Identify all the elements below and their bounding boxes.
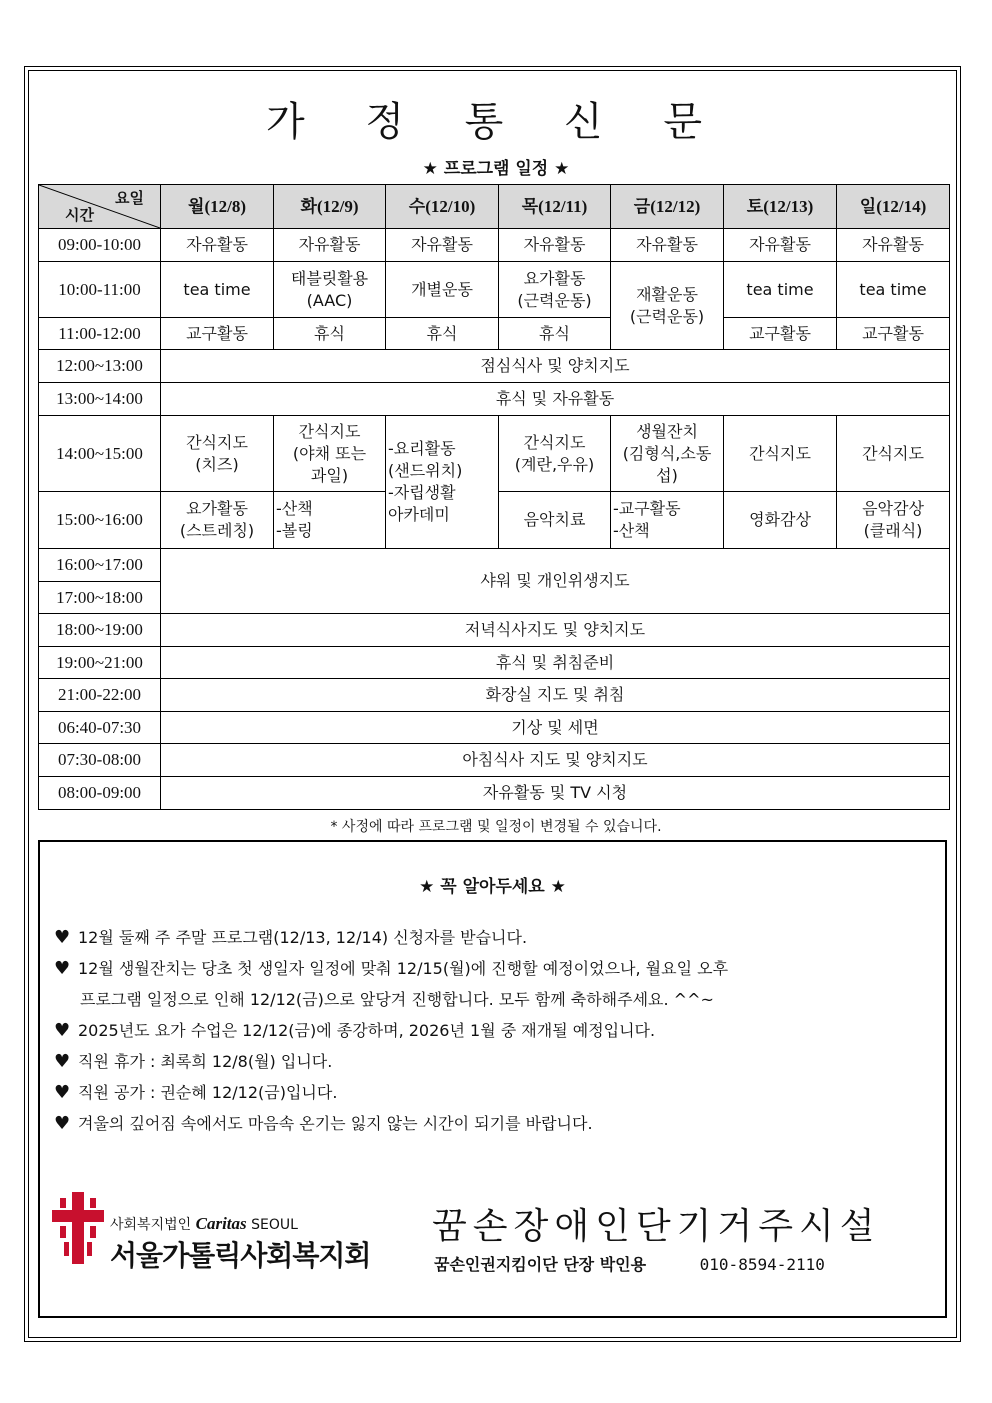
schedule-cell: 자유활동 <box>724 229 837 262</box>
schedule-cell: 자유활동 <box>837 229 950 262</box>
org-brand: Caritas <box>195 1214 247 1233</box>
contact-phone: 010-8594-2110 <box>699 1255 825 1274</box>
schedule-cell: 샤워 및 개인위생지도 <box>161 549 950 614</box>
time-cell: 08:00-09:00 <box>39 777 161 810</box>
day-header-sat: 토(12/13) <box>724 185 837 229</box>
corner-time-label: 시간 <box>65 206 94 224</box>
table-row <box>39 647 950 679</box>
schedule-cell: 생월잔치 (김형식,소동섭) <box>611 416 724 492</box>
schedule-note: * 사정에 따라 프로그램 및 일정이 변경될 수 있습니다. <box>330 819 662 835</box>
schedule-cell: -교구활동 -산책 <box>611 492 724 549</box>
schedule-cell: 휴식 <box>386 318 499 350</box>
heart-icon: ♥ <box>54 1020 71 1041</box>
heart-icon: ♥ <box>54 1113 71 1134</box>
org-small-label: 사회복지법인 <box>110 1217 192 1233</box>
schedule-cell: tea time <box>724 262 837 318</box>
notice-text: 겨울의 깊어짐 속에서도 마음속 온기는 잃지 않는 시간이 되기를 바랍니다. <box>78 1114 593 1133</box>
time-cell: 14:00~15:00 <box>39 416 161 492</box>
table-row <box>39 744 950 777</box>
header-row <box>39 185 950 229</box>
corner-cell <box>39 185 161 229</box>
day-header-wed: 수(12/10) <box>386 185 499 229</box>
time-cell: 11:00-12:00 <box>39 318 161 350</box>
day-header-mon: 월(12/8) <box>161 185 274 229</box>
schedule-cell: 휴식 및 취침준비 <box>161 647 950 679</box>
schedule-cell: 저녁식사지도 및 양치지도 <box>161 614 950 647</box>
table-row <box>39 777 950 810</box>
table-row <box>39 679 950 712</box>
list-item <box>54 1077 935 1108</box>
schedule-cell: 점심식사 및 양치지도 <box>161 350 950 383</box>
notice-continuation: 프로그램 일정으로 인해 12/12(금)으로 앞당겨 진행합니다. 모두 함께 축하해주세요. ^^~ <box>80 990 714 1009</box>
table-row <box>39 229 950 262</box>
corner-day-label: 요일 <box>115 189 144 207</box>
schedule-cell: 영화감상 <box>724 492 837 549</box>
schedule-cell: 요가활동 (스트레칭) <box>161 492 274 549</box>
list-item <box>54 1015 935 1046</box>
notice-list <box>54 922 935 1139</box>
schedule-cell: 화장실 지도 및 취침 <box>161 679 950 712</box>
schedule-cell: 재활운동 (근력운동) <box>611 262 724 350</box>
schedule-cell: tea time <box>837 262 950 318</box>
schedule-cell: 휴식 <box>499 318 611 350</box>
notice-text: 12월 생월잔치는 당초 첫 생일자 일정에 맞춰 12/15(월)에 진행할 예정이었으나, 월요일 오후 <box>78 959 729 978</box>
list-item <box>54 953 935 984</box>
schedule-cell: 기상 및 세면 <box>161 712 950 744</box>
schedule-cell: 교구활동 <box>161 318 274 350</box>
heart-icon: ♥ <box>54 958 71 979</box>
schedule-cell: 교구활동 <box>724 318 837 350</box>
table-row <box>39 262 950 318</box>
table-row <box>39 614 950 647</box>
schedule-cell: 자유활동 <box>611 229 724 262</box>
table-row <box>39 383 950 416</box>
schedule-cell: 자유활동 및 TV 시청 <box>161 777 950 810</box>
list-item <box>54 1108 935 1139</box>
org-name: 서울가톨릭사회복지회 <box>110 1239 371 1272</box>
schedule-cell: tea time <box>161 262 274 318</box>
time-cell: 19:00~21:00 <box>39 647 161 679</box>
schedule-cell: 자유활동 <box>274 229 386 262</box>
time-cell: 17:00~18:00 <box>39 582 161 614</box>
table-row <box>39 318 950 350</box>
schedule-table <box>38 184 950 810</box>
schedule-cell: 개별운동 <box>386 262 499 318</box>
table-row <box>39 549 950 582</box>
time-cell: 21:00-22:00 <box>39 679 161 712</box>
notice-text: 직원 휴가 : 최록희 12/8(월) 입니다. <box>78 1052 333 1071</box>
contact-line <box>434 1252 825 1275</box>
notice-box <box>38 840 947 1318</box>
notice-text: 2025년도 요가 수업은 12/12(금)에 종강하며, 2026년 1월 중 재개될 예정입니다. <box>78 1021 656 1040</box>
org-city: SEOUL <box>251 1217 298 1233</box>
heart-icon: ♥ <box>54 927 71 948</box>
org-logo <box>50 1182 380 1282</box>
schedule-cell: -요리활동 (샌드위치) -자립생활 아카데미 <box>386 416 499 549</box>
schedule-cell: -산책 -볼링 <box>274 492 386 549</box>
day-header-thu: 목(12/11) <box>499 185 611 229</box>
page-title: 가 정 통 신 문 <box>265 99 727 145</box>
facility-name: 꿈손장애인단기거주시설 <box>432 1206 881 1247</box>
schedule-cell: 음악감상 (클래식) <box>837 492 950 549</box>
time-cell: 10:00-11:00 <box>39 262 161 318</box>
list-item <box>54 1046 935 1077</box>
schedule-cell: 요가활동 (근력운동) <box>499 262 611 318</box>
table-row <box>39 712 950 744</box>
table-row <box>39 350 950 383</box>
schedule-cell: 음악치료 <box>499 492 611 549</box>
heart-icon: ♥ <box>54 1082 71 1103</box>
schedule-cell: 태블릿활용 (AAC) <box>274 262 386 318</box>
contact-leader: 꿈손인권지킴이단 단장 박인용 <box>434 1255 647 1274</box>
day-header-tue: 화(12/9) <box>274 185 386 229</box>
notice-text: 12월 둘째 주 주말 프로그램(12/13, 12/14) 신청자를 받습니다. <box>78 928 528 947</box>
schedule-subtitle: ★ 프로그램 일정 ★ <box>422 159 570 179</box>
time-cell: 12:00~13:00 <box>39 350 161 383</box>
schedule-cell: 간식지도 (야채 또는 과일) <box>274 416 386 492</box>
notice-title: ★ 꼭 알아두세요 ★ <box>419 877 566 897</box>
schedule-cell: 휴식 <box>274 318 386 350</box>
time-cell: 06:40-07:30 <box>39 712 161 744</box>
time-cell: 07:30-08:00 <box>39 744 161 777</box>
day-header-sun: 일(12/14) <box>837 185 950 229</box>
schedule-cell: 자유활동 <box>386 229 499 262</box>
time-cell: 15:00~16:00 <box>39 492 161 549</box>
schedule-cell: 자유활동 <box>499 229 611 262</box>
time-cell: 16:00~17:00 <box>39 549 161 582</box>
schedule-cell: 아침식사 지도 및 양치지도 <box>161 744 950 777</box>
time-cell: 13:00~14:00 <box>39 383 161 416</box>
schedule-cell: 간식지도 (계란,우유) <box>499 416 611 492</box>
schedule-cell: 간식지도 <box>837 416 950 492</box>
schedule-cell: 교구활동 <box>837 318 950 350</box>
day-header-fri: 금(12/12) <box>611 185 724 229</box>
list-item <box>54 922 935 953</box>
notice-text: 직원 공가 : 권순혜 12/12(금)입니다. <box>78 1083 338 1102</box>
table-row <box>39 416 950 492</box>
time-cell: 18:00~19:00 <box>39 614 161 647</box>
schedule-cell: 간식지도 <box>724 416 837 492</box>
heart-icon: ♥ <box>54 1051 71 1072</box>
time-cell: 09:00-10:00 <box>39 229 161 262</box>
caritas-cross-icon <box>50 1190 106 1266</box>
schedule-cell: 간식지도 (치즈) <box>161 416 274 492</box>
schedule-cell: 자유활동 <box>161 229 274 262</box>
org-subtitle <box>110 1214 298 1234</box>
schedule-cell: 휴식 및 자유활동 <box>161 383 950 416</box>
